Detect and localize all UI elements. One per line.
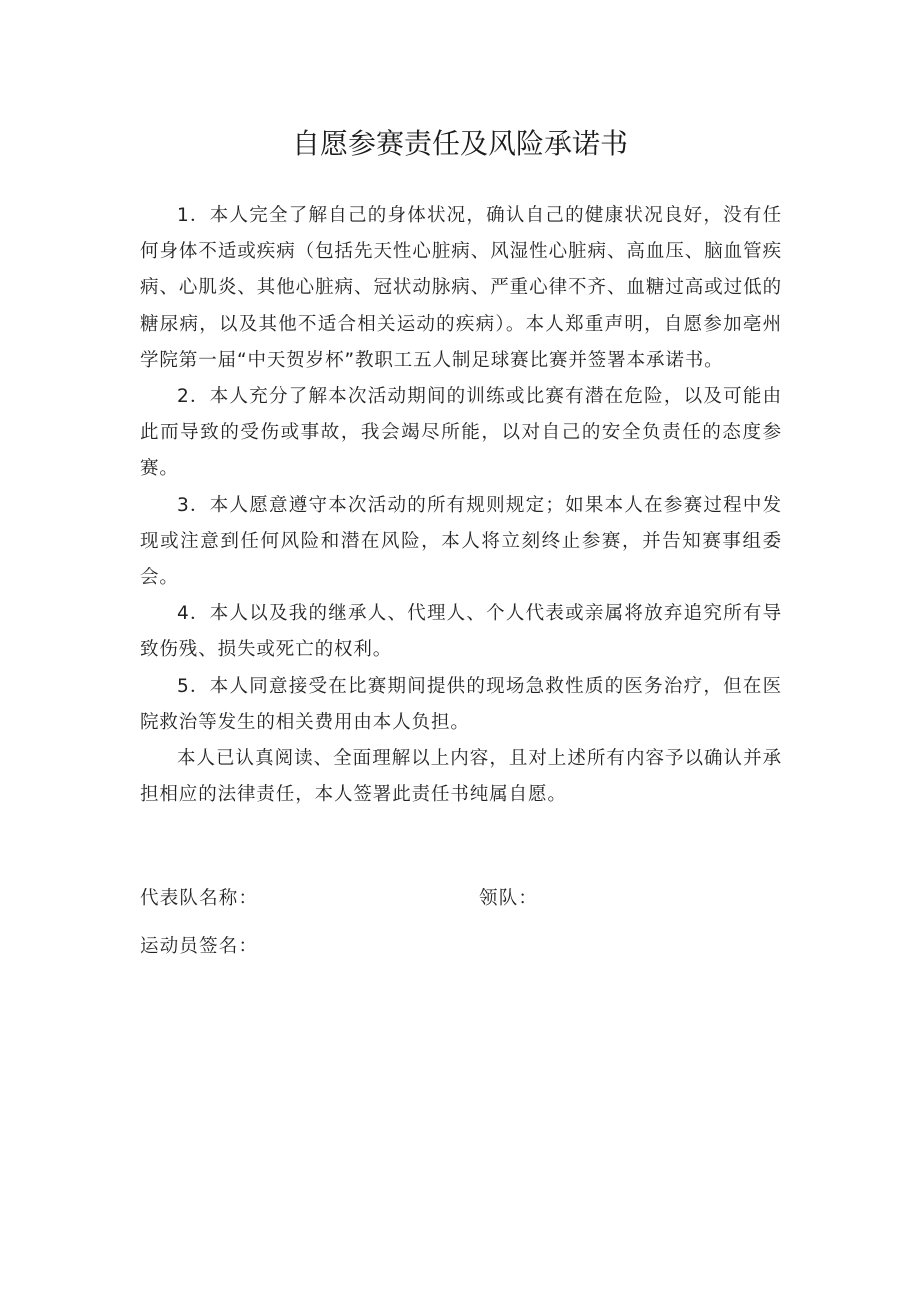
team-name-label: 代表队名称： bbox=[140, 888, 259, 909]
athlete-signature-label: 运动员签名： bbox=[140, 936, 259, 957]
clause-5: 5．本人同意接受在比赛期间提供的现场急救性质的医务治疗，但在医院救治等发生的相关费用由本人负担。 bbox=[140, 675, 782, 733]
document-title: 自愿参赛责任及风险承诺书 bbox=[291, 127, 628, 160]
document-body bbox=[140, 198, 782, 813]
clause-1: 1．本人完全了解自己的身体状况，确认自己的健康状况良好，没有任何身体不适或疾病（包括先天性心脏病、风湿性心脏病、高血压、脑血管疾病、心肌炎、其他心脏病、冠状动脉病、严重心律不齐、血糖过高或过低的糖尿病，以及其他不适合相关运动的疾病）。本人郑重声明，自愿参加亳州学院第一届“中天贺岁杯”教职工五人制足球赛比赛并签署本承诺书。 bbox=[140, 205, 782, 371]
clause-3: 3．本人愿意遵守本次活动的所有规则规定；如果本人在参赛过程中发现或注意到任何风险和潜在风险，本人将立刻终止参赛，并告知赛事组委会。 bbox=[140, 494, 782, 589]
leader-label: 领队： bbox=[479, 888, 539, 909]
clause-4: 4．本人以及我的继承人、代理人、个人代表或亲属将放弃追究所有导致伤残、损失或死亡的权利。 bbox=[140, 603, 782, 661]
closing-statement: 本人已认真阅读、全面理解以上内容，且对上述所有内容予以确认并承担相应的法律责任，本人签署此责任书纯属自愿。 bbox=[140, 748, 782, 806]
clause-2: 2．本人充分了解本次活动期间的训练或比赛有潜在危险，以及可能由此而导致的受伤或事故，我会竭尽所能，以对自己的安全负责任的态度参赛。 bbox=[140, 386, 782, 480]
